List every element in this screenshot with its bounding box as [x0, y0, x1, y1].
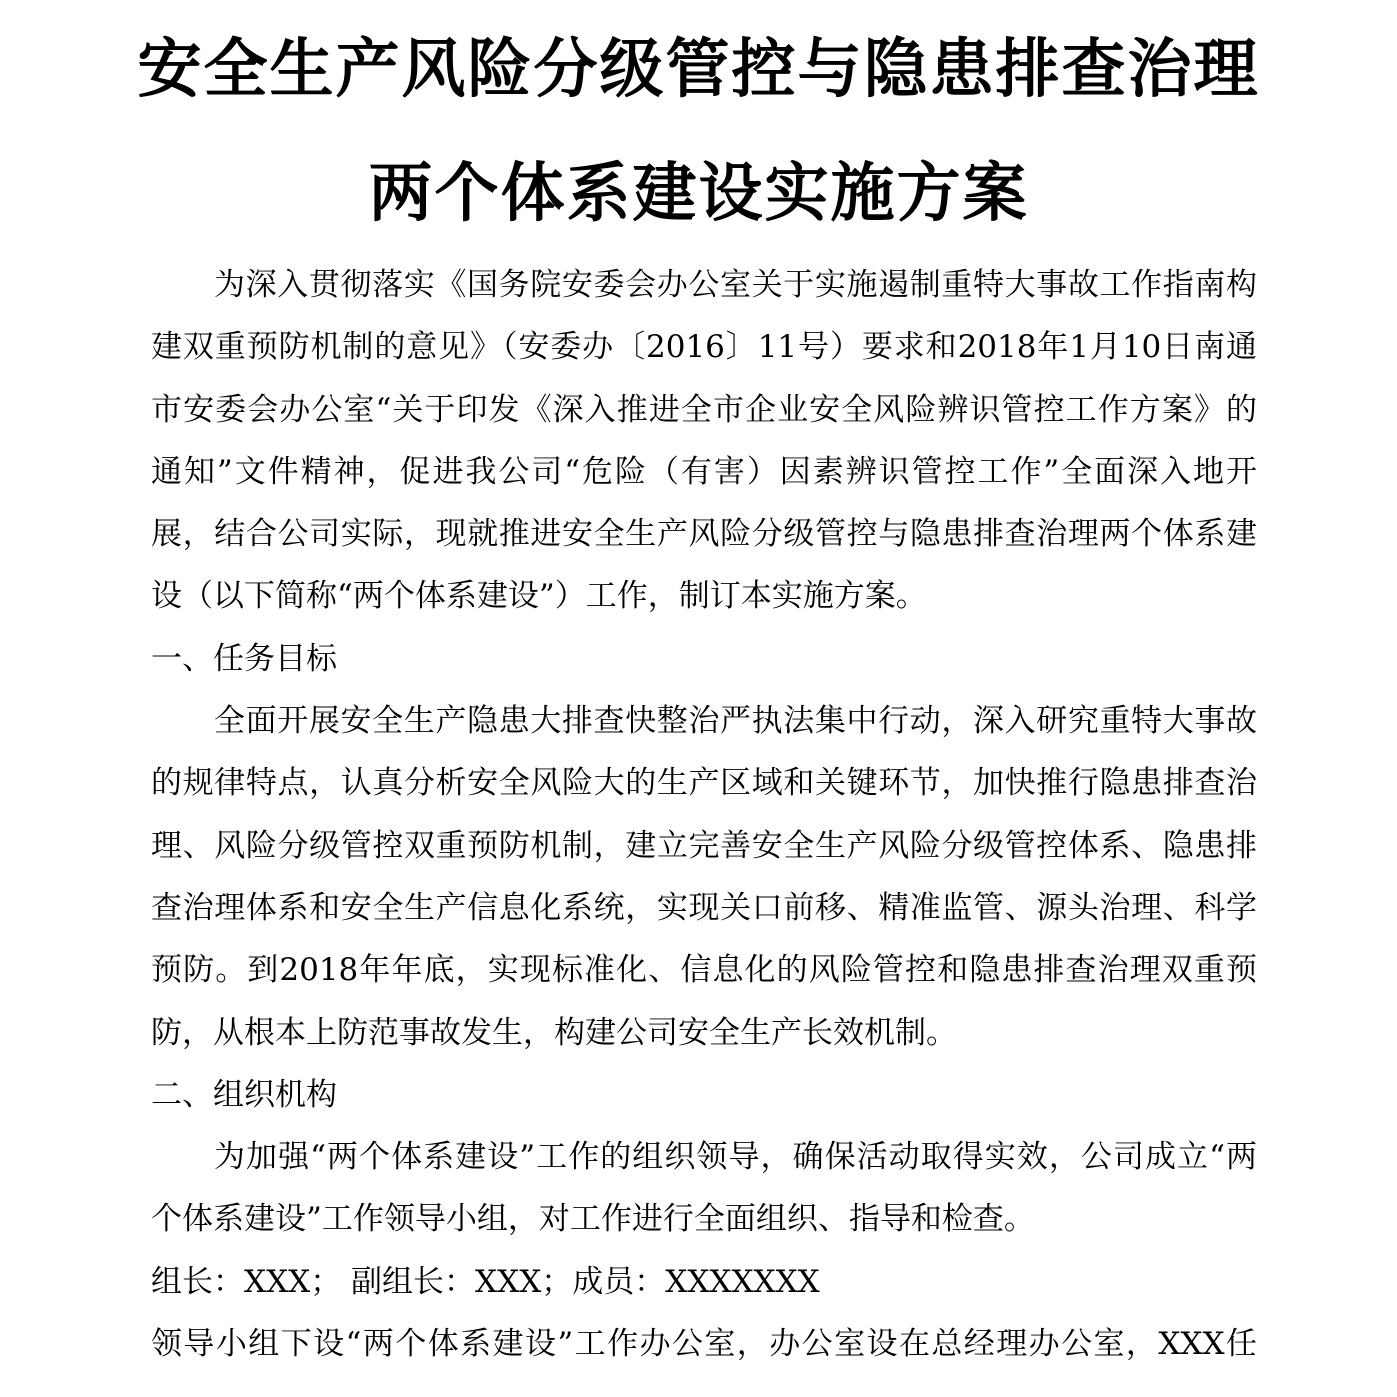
body-text-line: 通知”文件精神，促进我公司“危险（有害）因素辨识管控工作”全面深入地开	[151, 453, 1257, 490]
body-text-line: 理、风险分级管控双重预防机制，建立完善安全生产风险分级管控体系、隐患排	[151, 827, 1257, 864]
body-text-line: 领导小组下设“两个体系建设”工作办公室，办公室设在总经理办公室，XXX任	[151, 1326, 1257, 1363]
body-text-line: 个体系建设”工作领导小组，对工作进行全面组织、指导和检查。	[151, 1201, 1035, 1238]
body-text-line: 全面开展安全生产隐患大排查快整治严执法集中行动，深入研究重特大事故	[214, 703, 1257, 740]
body-text-line: 查治理体系和安全生产信息化系统，实现关口前移、精准监管、源头治理、科学	[151, 889, 1257, 926]
body-text-line: 市安委会办公室“关于印发《深入推进全市企业安全风险辨识管控工作方案》的	[151, 391, 1257, 428]
body-text-line: 组长：XXX； 副组长：XXX；成员：XXXXXXX	[151, 1263, 820, 1300]
body-text-line: 为加强“两个体系建设”工作的组织领导，确保活动取得实效，公司成立“两	[214, 1139, 1257, 1176]
body-text-line: 一、任务目标	[151, 640, 337, 677]
body-text-line: 防，从根本上防范事故发生，构建公司安全生产长效机制。	[151, 1014, 957, 1051]
body-text-line: 为深入贯彻落实《国务院安委会办公室关于实施遏制重特大事故工作指南构	[214, 267, 1257, 303]
document-title-line-1: 安全生产风险分级管控与隐患排查治理	[137, 33, 1260, 107]
document-title-line-2: 两个体系建设实施方案	[368, 157, 1029, 231]
body-text-line: 建双重预防机制的意见》（安委办〔2016〕11号）要求和2018年1月10日南通	[151, 329, 1257, 366]
body-text-line: 设（以下简称“两个体系建设”）工作，制订本实施方案。	[151, 578, 927, 615]
body-text-line: 二、组织机构	[151, 1076, 337, 1113]
body-text-line: 的规律特点，认真分析安全风险大的生产区域和关键环节，加快推行隐患排查治	[151, 765, 1257, 802]
body-text-line: 预防。到2018年年底，实现标准化、信息化的风险管控和隐患排查治理双重预	[151, 952, 1257, 989]
document-body	[151, 254, 1257, 1375]
body-text-line: 展，结合公司实际，现就推进安全生产风险分级管控与隐患排查治理两个体系建	[151, 516, 1257, 553]
